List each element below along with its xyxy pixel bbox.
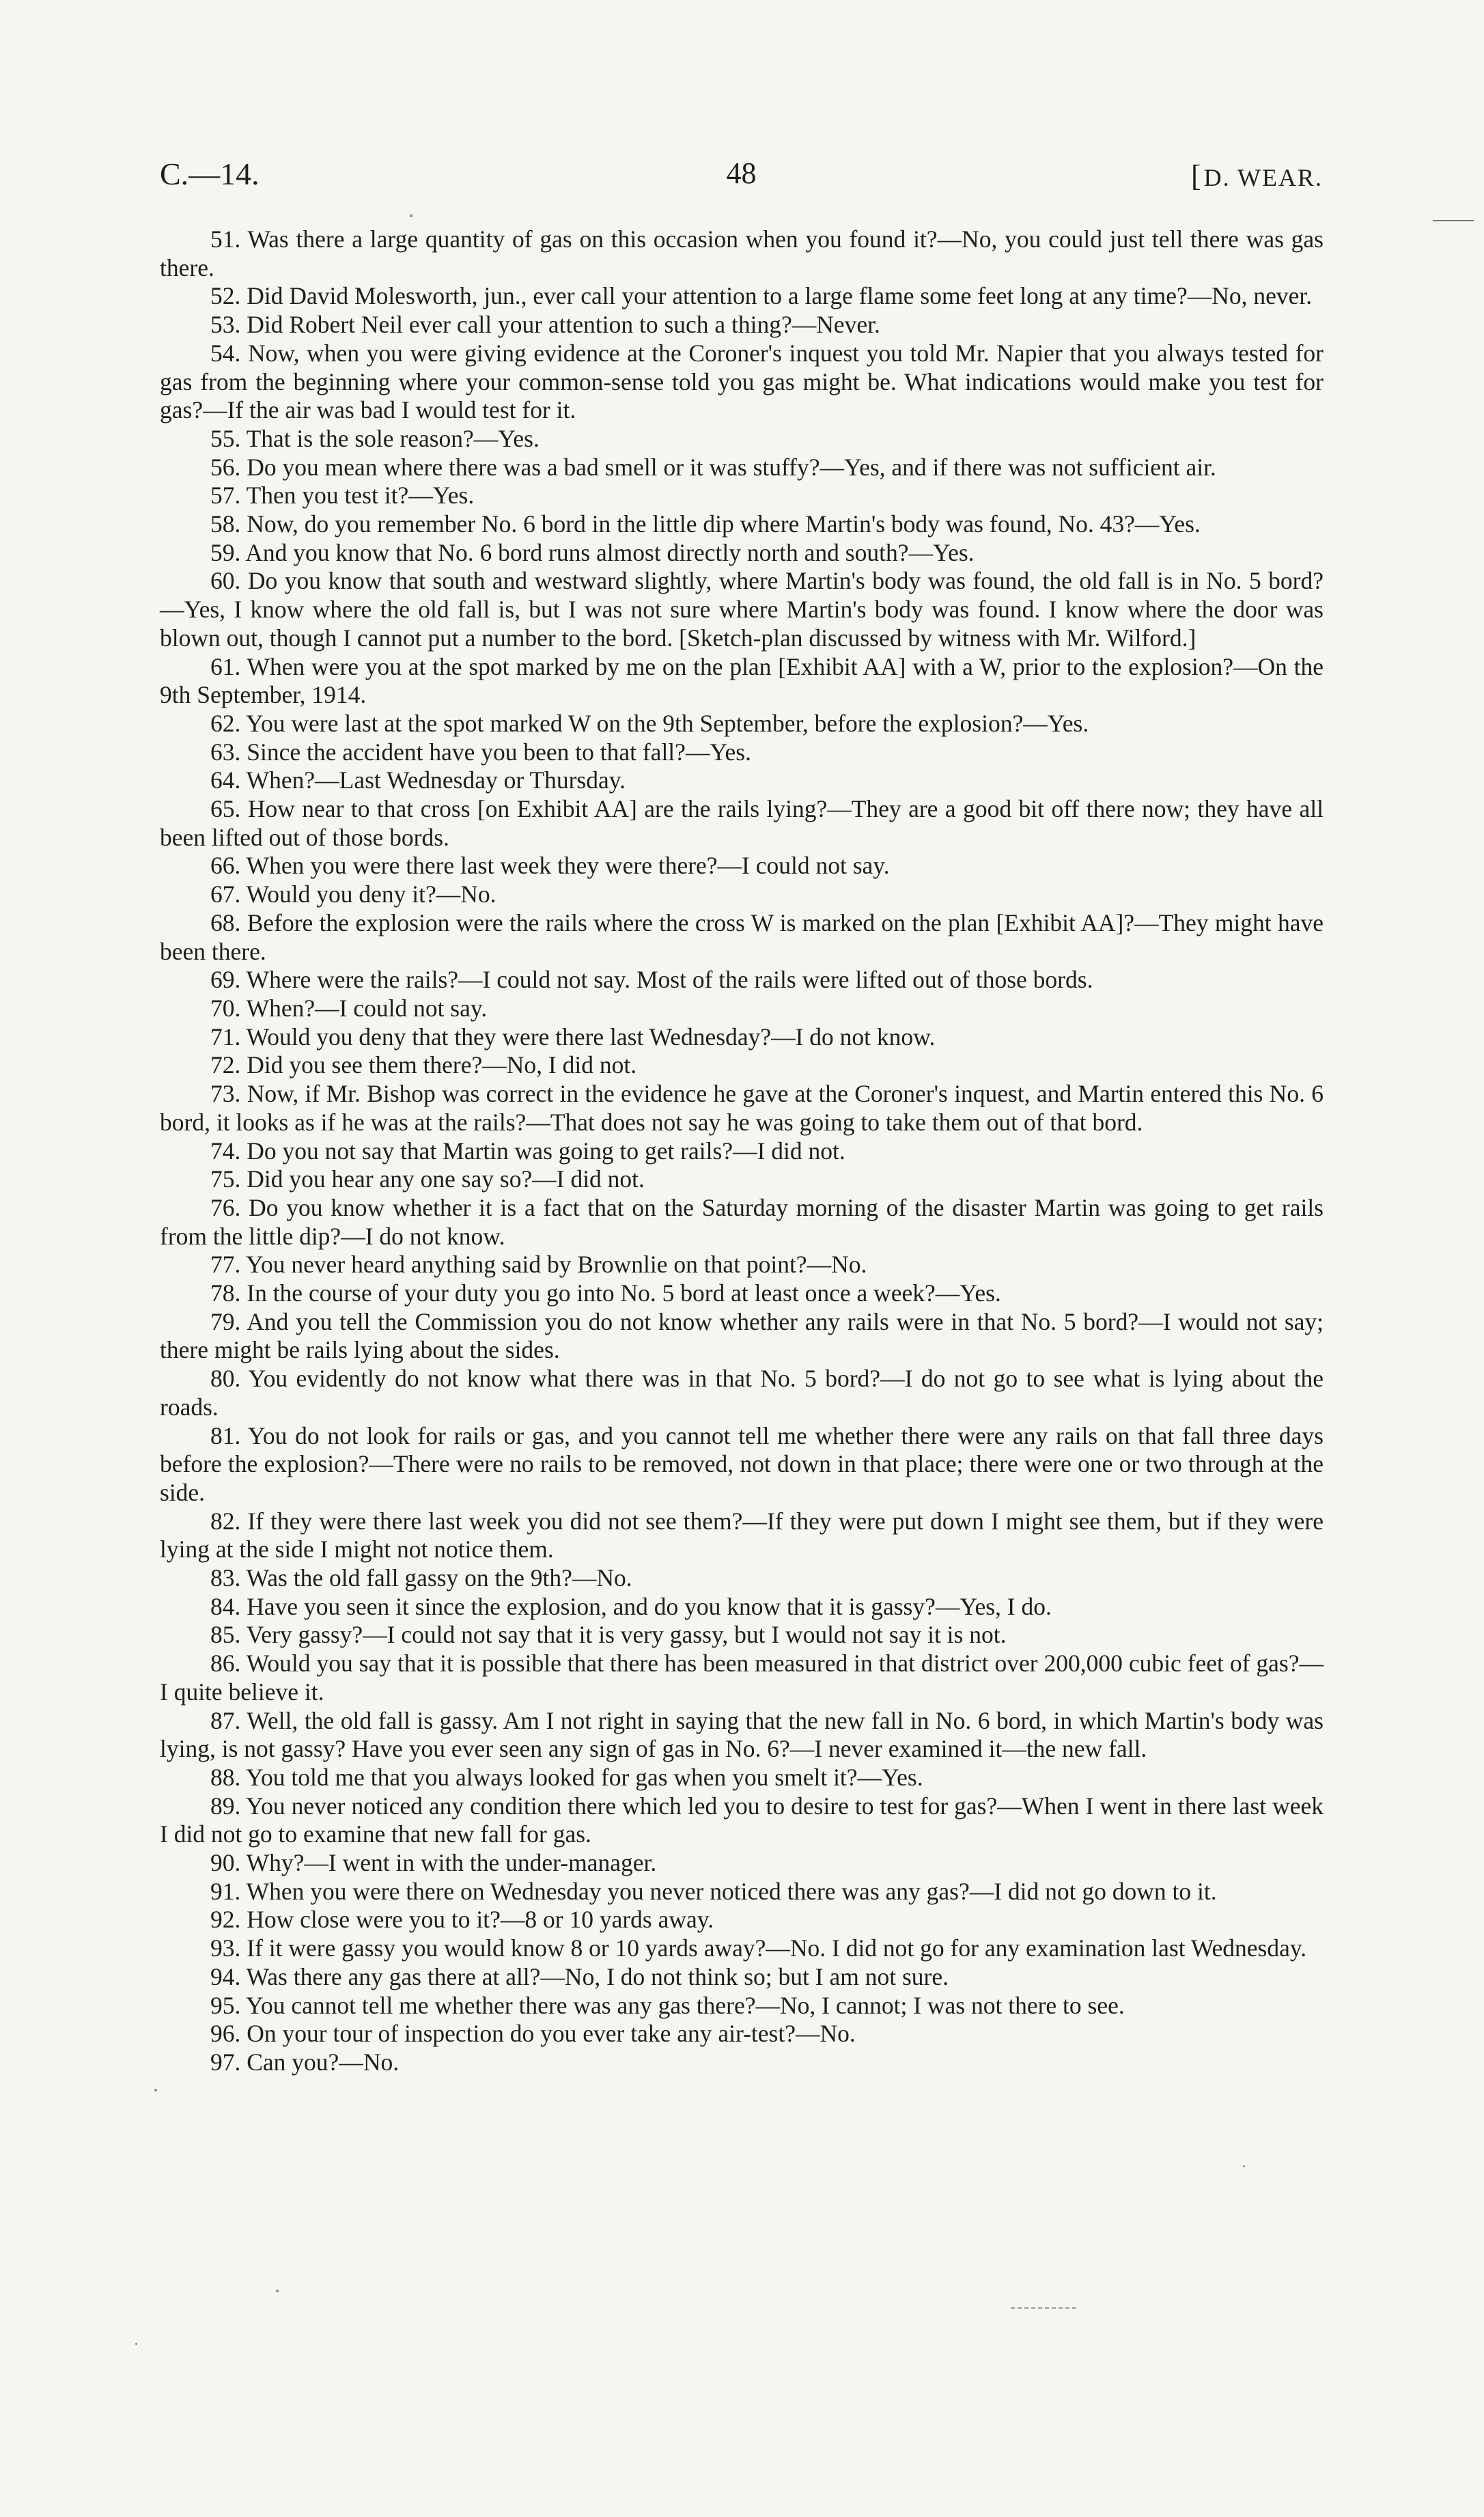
entry-number: 76.: [210, 1193, 241, 1221]
entry-number: 96.: [210, 2020, 241, 2048]
entry-text: And you know that No. 6 bord runs almost directly north and south?—Yes.: [245, 538, 975, 566]
entry-number: 79.: [210, 1307, 241, 1335]
question-answer-entry: [160, 738, 1324, 767]
question-answer-entry: [160, 282, 1324, 311]
entry-number: 68.: [210, 908, 241, 936]
margin-dash-mark: [1433, 220, 1474, 221]
entry-number: 71.: [210, 1023, 241, 1051]
entry-text: Before the explosion were the rails where the cross W is marked on the plan [Exhibit AA]?—They might have been there.: [160, 908, 1324, 965]
question-answer-entry: [160, 425, 1324, 454]
entry-number: 72.: [210, 1051, 241, 1079]
entry-text: You evidently do not know what there was in that No. 5 bord?—I do not go to see what is lying about the roads.: [160, 1365, 1324, 1421]
entry-number: 66.: [210, 852, 241, 880]
question-answer-entry: [160, 1992, 1324, 2020]
paper-speck: [410, 214, 412, 217]
entry-text: Was there a large quantity of gas on this occasion when you found it?—No, you could just tell there was gas there.: [160, 225, 1324, 281]
entry-text: When?—Last Wednesday or Thursday.: [246, 766, 626, 794]
entry-number: 91.: [210, 1877, 241, 1905]
question-answer-entry: [160, 2020, 1324, 2048]
entry-text: Now, if Mr. Bishop was correct in the evidence he gave at the Coroner's inquest, and Martin entered this No. 6 bord, it looks as if he was at the rails?—That does not say he was going to take them out of that bord.: [160, 1080, 1324, 1136]
entry-text: How close were you to it?—8 or 10 yards away.: [247, 1906, 714, 1934]
question-answer-entry: [160, 909, 1324, 966]
question-answer-entry: [160, 880, 1324, 909]
question-answer-entry: [160, 1878, 1324, 1906]
question-answer-entry: [160, 1137, 1324, 1166]
page-number: 48: [726, 156, 757, 190]
entry-text: You were last at the spot marked W on the 9th September, before the explosion?—Yes.: [245, 709, 1089, 737]
question-answer-entry: [160, 795, 1324, 852]
question-answer-entry: [160, 1650, 1324, 1706]
entry-text: Since the accident have you been to that fall?—Yes.: [247, 738, 751, 766]
question-answer-entry: [160, 510, 1324, 539]
question-answer-entry: [160, 225, 1324, 282]
entry-number: 81.: [210, 1421, 241, 1449]
entry-number: 64.: [210, 766, 241, 794]
entry-number: 62.: [210, 709, 241, 737]
entry-text: Did you see them there?—No, I did not.: [247, 1051, 637, 1079]
entry-number: 60.: [210, 567, 241, 595]
entry-text: Then you test it?—Yes.: [246, 482, 475, 510]
question-answer-entry: [160, 1792, 1324, 1849]
entry-number: 53.: [210, 311, 241, 339]
entry-text: Where were the rails?—I could not say. Most of the rails were lifted out of those bords.: [246, 966, 1093, 994]
entry-text: When?—I could not say.: [246, 994, 488, 1022]
witness-name-text: D. WEAR.: [1203, 164, 1323, 191]
document-reference: C.—14.: [160, 156, 260, 191]
entry-text: Do you not say that Martin was going to get rails?—I did not.: [247, 1137, 845, 1165]
entry-number: 54.: [210, 339, 241, 367]
entry-text: You never noticed any condition there which led you to desire to test for gas?—When I went in there last week I did not go to examine that new fall for gas.: [160, 1792, 1324, 1848]
entry-number: 92.: [210, 1906, 241, 1934]
entry-number: 58.: [210, 510, 241, 538]
question-answer-entry: [160, 1080, 1324, 1137]
entry-number: 84.: [210, 1592, 241, 1620]
question-answer-entry: [160, 1621, 1324, 1650]
entry-text: Was the old fall gassy on the 9th?—No.: [246, 1564, 632, 1592]
paper-speck: [1243, 2165, 1245, 2167]
question-answer-entry: [160, 710, 1324, 738]
question-answer-entry: [160, 454, 1324, 482]
question-answer-entry: [160, 1764, 1324, 1792]
question-answer-entry: [160, 1251, 1324, 1279]
entry-number: 57.: [210, 482, 241, 510]
entry-number: 88.: [210, 1763, 241, 1791]
question-answer-entry: [160, 1507, 1324, 1564]
entry-number: 87.: [210, 1706, 241, 1734]
entry-number: 69.: [210, 966, 241, 994]
entry-number: 51.: [210, 225, 241, 253]
question-answer-entry: [160, 1963, 1324, 1992]
entry-number: 90.: [210, 1849, 241, 1877]
entry-text: Now, when you were giving evidence at the Coroner's inquest you told Mr. Napier that you always tested for gas from the beginning where your common-sense told you gas might be. What indications would make you test for gas?—If the air was bad I would test for it.: [160, 339, 1324, 424]
paper-speck: [135, 2343, 137, 2345]
page-header: [160, 156, 1323, 197]
entry-text: Very gassy?—I could not say that it is very gassy, but I would not say it is not.: [246, 1621, 1007, 1649]
question-answer-entry: [160, 311, 1324, 339]
entry-text: On your tour of inspection do you ever take any air-test?—No.: [247, 2020, 856, 2048]
entry-text: Do you know whether it is a fact that on the Saturday morning of the disaster Martin was going to get rails from the little dip?—I do not know.: [160, 1193, 1324, 1250]
entry-text: When you were there last week they were there?—I could not say.: [246, 852, 890, 880]
entry-text: That is the sole reason?—Yes.: [246, 424, 540, 452]
entry-number: 65.: [210, 795, 241, 823]
entry-number: 77.: [210, 1251, 241, 1279]
question-answer-entry: [160, 539, 1324, 568]
entry-text: When were you at the spot marked by me on the plan [Exhibit AA] with a W, prior to the explosion?—On the 9th September, 1914.: [160, 652, 1324, 709]
entry-text: Did Robert Neil ever call your attention to such a thing?—Never.: [247, 311, 880, 339]
entry-number: 95.: [210, 1991, 241, 2019]
question-answer-entry: [160, 995, 1324, 1023]
question-answer-entry: [160, 2048, 1324, 2077]
entry-number: 63.: [210, 738, 241, 766]
entry-number: 70.: [210, 994, 241, 1022]
entry-text: Can you?—No.: [247, 2048, 400, 2076]
entry-number: 89.: [210, 1792, 241, 1820]
entry-text: Do you mean where there was a bad smell or it was stuffy?—Yes, and if there was not sufficient air.: [247, 453, 1216, 481]
entry-text: Have you seen it since the explosion, and do you know that it is gassy?—Yes, I do.: [247, 1592, 1052, 1620]
entry-number: 94.: [210, 1962, 241, 1990]
entry-text: If it were gassy you would know 8 or 10 yards away?—No. I did not go for any examination last Wednesday.: [247, 1934, 1307, 1962]
entry-text: Would you deny it?—No.: [246, 880, 496, 908]
entry-text: You never heard anything said by Brownlie on that point?—No.: [245, 1251, 867, 1279]
entry-number: 67.: [210, 880, 241, 908]
entry-number: 55.: [210, 424, 241, 452]
question-answer-entry: [160, 1934, 1324, 1963]
entry-number: 59.: [210, 538, 241, 566]
entry-text: Now, do you remember No. 6 bord in the little dip where Martin's body was found, No. 43?—Yes.: [247, 510, 1201, 538]
entry-text: And you tell the Commission you do not know whether any rails were in that No. 5 bord?—I would not say; there might be rails lying about the sides.: [160, 1307, 1324, 1364]
question-answer-entry: [160, 852, 1324, 880]
testimony-body: [160, 225, 1324, 2077]
question-answer-entry: [160, 1707, 1324, 1764]
paper-speck: [276, 2290, 279, 2292]
entry-number: 82.: [210, 1507, 241, 1535]
question-answer-entry: [160, 1906, 1324, 1934]
footer-dash-mark: [1011, 2307, 1076, 2309]
entry-number: 93.: [210, 1934, 241, 1962]
question-answer-entry: [160, 1194, 1324, 1251]
entry-text: In the course of your duty you go into No. 5 bord at least once a week?—Yes.: [247, 1279, 1001, 1307]
entry-text: You do not look for rails or gas, and you cannot tell me whether there were any rails on that fall three days before the explosion?—There were no rails to be removed, not down in that place; there were one or two through at the side.: [160, 1421, 1324, 1506]
question-answer-entry: [160, 1051, 1324, 1080]
entry-text: Did David Molesworth, jun., ever call your attention to a large flame some feet long at any time?—No, never.: [247, 282, 1313, 310]
question-answer-entry: [160, 1365, 1324, 1421]
entry-number: 83.: [210, 1564, 241, 1592]
entry-text: Do you know that south and westward slightly, where Martin's body was found, the old fall is in No. 5 bord?—Yes, I know where the old fall is, but I was not sure where Martin's body was found. I know where the door was blown out, though I cannot put a number to the bord. [Sketch-plan discussed by witness with Mr. Wilford.]: [160, 567, 1324, 652]
entry-number: 56.: [210, 453, 241, 481]
entry-number: 86.: [210, 1650, 241, 1678]
entry-text: You told me that you always looked for gas when you smelt it?—Yes.: [245, 1763, 923, 1791]
entry-number: 61.: [210, 652, 241, 680]
entry-text: Well, the old fall is gassy. Am I not right in saying that the new fall in No. 6 bord, in which Martin's body was lying, is not gassy? Have you ever seen any sign of gas in No. 6?—I never examined it—the new fall.: [160, 1706, 1324, 1763]
entry-text: Was there any gas there at all?—No, I do not think so; but I am not sure.: [246, 1962, 949, 1990]
entry-text: You cannot tell me whether there was any gas there?—No, I cannot; I was not there to see.: [245, 1991, 1125, 2019]
entry-text: Would you deny that they were there last Wednesday?—I do not know.: [246, 1023, 936, 1051]
entry-number: 85.: [210, 1621, 241, 1649]
entry-number: 97.: [210, 2048, 241, 2076]
entry-number: 75.: [210, 1165, 241, 1193]
question-answer-entry: [160, 482, 1324, 510]
entry-text: If they were there last week you did not see them?—If they were put down I might see them, but if they were lying at the side I might not notice them.: [160, 1507, 1324, 1563]
entry-number: 52.: [210, 282, 241, 310]
entry-text: How near to that cross [on Exhibit AA] are the rails lying?—They are a good bit off there now; they have all been lifted out of those bords.: [160, 795, 1324, 851]
entry-number: 74.: [210, 1137, 241, 1165]
witness-bracket: [: [1191, 159, 1203, 193]
entry-text: Why?—I went in with the under-manager.: [246, 1849, 657, 1877]
question-answer-entry: [160, 1564, 1324, 1593]
question-answer-entry: [160, 1279, 1324, 1308]
question-answer-entry: [160, 966, 1324, 995]
question-answer-entry: [160, 339, 1324, 425]
question-answer-entry: [160, 1308, 1324, 1365]
paper-speck: [154, 2089, 157, 2091]
entry-text: When you were there on Wednesday you never noticed there was any gas?—I did not go down to it.: [246, 1877, 1217, 1905]
entry-text: Did you hear any one say so?—I did not.: [247, 1165, 645, 1193]
question-answer-entry: [160, 653, 1324, 710]
question-answer-entry: [160, 1593, 1324, 1622]
witness-name: [1191, 158, 1323, 193]
question-answer-entry: [160, 1422, 1324, 1507]
question-answer-entry: [160, 1023, 1324, 1052]
question-answer-entry: [160, 567, 1324, 652]
question-answer-entry: [160, 1165, 1324, 1194]
entry-number: 80.: [210, 1365, 241, 1393]
entry-number: 73.: [210, 1080, 241, 1108]
entry-number: 78.: [210, 1279, 241, 1307]
entry-text: Would you say that it is possible that there has been measured in that district over 200,000 cubic feet of gas?—I quite believe it.: [160, 1650, 1324, 1706]
question-answer-entry: [160, 766, 1324, 795]
question-answer-entry: [160, 1849, 1324, 1878]
